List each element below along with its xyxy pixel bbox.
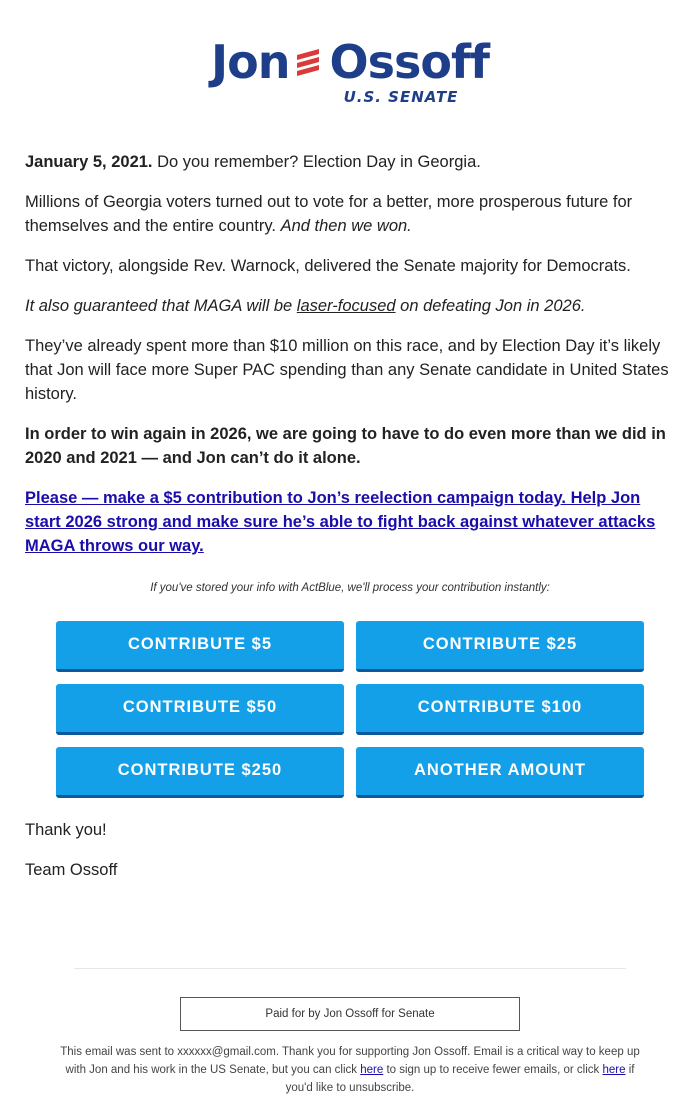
contribute-25-button[interactable]: CONTRIBUTE $25 <box>356 621 644 672</box>
maga-text-b: on defeating Jon in 2026. <box>395 297 586 315</box>
paragraph-cta <box>25 486 675 558</box>
unsubscribe-link[interactable]: here <box>602 1064 626 1076</box>
footer-text-3: to sign up to receive fewer emails, or click <box>383 1064 603 1076</box>
another-amount-button[interactable]: ANOTHER AMOUNT <box>356 747 644 798</box>
footer-divider <box>74 968 626 969</box>
contribute-50-button[interactable]: CONTRIBUTE $50 <box>56 684 344 735</box>
paragraph-date <box>25 150 675 174</box>
footer-text-4: if you'd like to unsubscribe. <box>285 1064 635 1094</box>
paragraph-victory: That victory, alongside Rev. Warnock, delivered the Senate majority for Democrats. <box>25 257 631 275</box>
flag-stripes-icon <box>293 45 327 79</box>
email-body <box>25 150 675 574</box>
contribute-250-button[interactable]: CONTRIBUTE $250 <box>56 747 344 798</box>
footer-text-2: . Thank you for supporting Jon Ossoff. Email is a critical way to keep up with Jon and his work in the US Senate, but you can click <box>65 1046 640 1076</box>
paragraph-win-again: In order to win again in 2026, we are going to have to do even more than we did in 2020 and 2021 — and Jon can’t do it alone. <box>25 425 666 467</box>
voters-text: Millions of Georgia voters turned out to vote for a better, more prosperous future for themselves and the entire country. <box>25 193 633 235</box>
actblue-note: If you've stored your info with ActBlue, we'll process your contribution instantly: <box>150 582 550 594</box>
footer-text <box>60 1043 640 1097</box>
fewer-emails-link[interactable]: here <box>360 1064 384 1076</box>
voters-italic: And then we won. <box>280 217 412 235</box>
logo-first-name: Jon <box>211 35 290 89</box>
paid-for-box: Paid for by Jon Ossoff for Senate <box>180 997 520 1031</box>
contribute-link[interactable]: Please — make a $5 contribution to Jon’s reelection campaign today. Help Jon start 2026 strong and make sure he’s able to fight back against whatever attacks MAGA throws our way. <box>25 489 656 555</box>
logo-last-name: Ossoff <box>329 35 489 89</box>
logo-wordmark <box>211 36 489 88</box>
footer-text-1: This email was sent to <box>60 1046 178 1058</box>
paragraph-spending: They’ve already spent more than $10 million on this race, and by Election Day it’s likely that Jon will face more Super PAC spending than any Senate candidate in United States history. <box>25 337 669 403</box>
logo-subtitle: U.S. SENATE <box>343 88 459 106</box>
campaign-logo <box>0 36 700 106</box>
paragraph-voters <box>25 190 675 238</box>
maga-underlined: laser-focused <box>296 297 396 315</box>
contribute-100-button[interactable]: CONTRIBUTE $100 <box>356 684 644 735</box>
date-text: January 5, 2021. <box>25 153 153 171</box>
maga-text-a: It also guaranteed that MAGA will be <box>25 297 297 315</box>
date-rest: Do you remember? Election Day in Georgia. <box>152 153 481 171</box>
team-signature: Team Ossoff <box>25 861 118 879</box>
contribute-5-button[interactable]: CONTRIBUTE $5 <box>56 621 344 672</box>
thank-you-text: Thank you! <box>25 821 107 839</box>
recipient-email: xxxxxx@gmail.com <box>177 1046 276 1058</box>
paragraph-maga <box>25 294 675 318</box>
